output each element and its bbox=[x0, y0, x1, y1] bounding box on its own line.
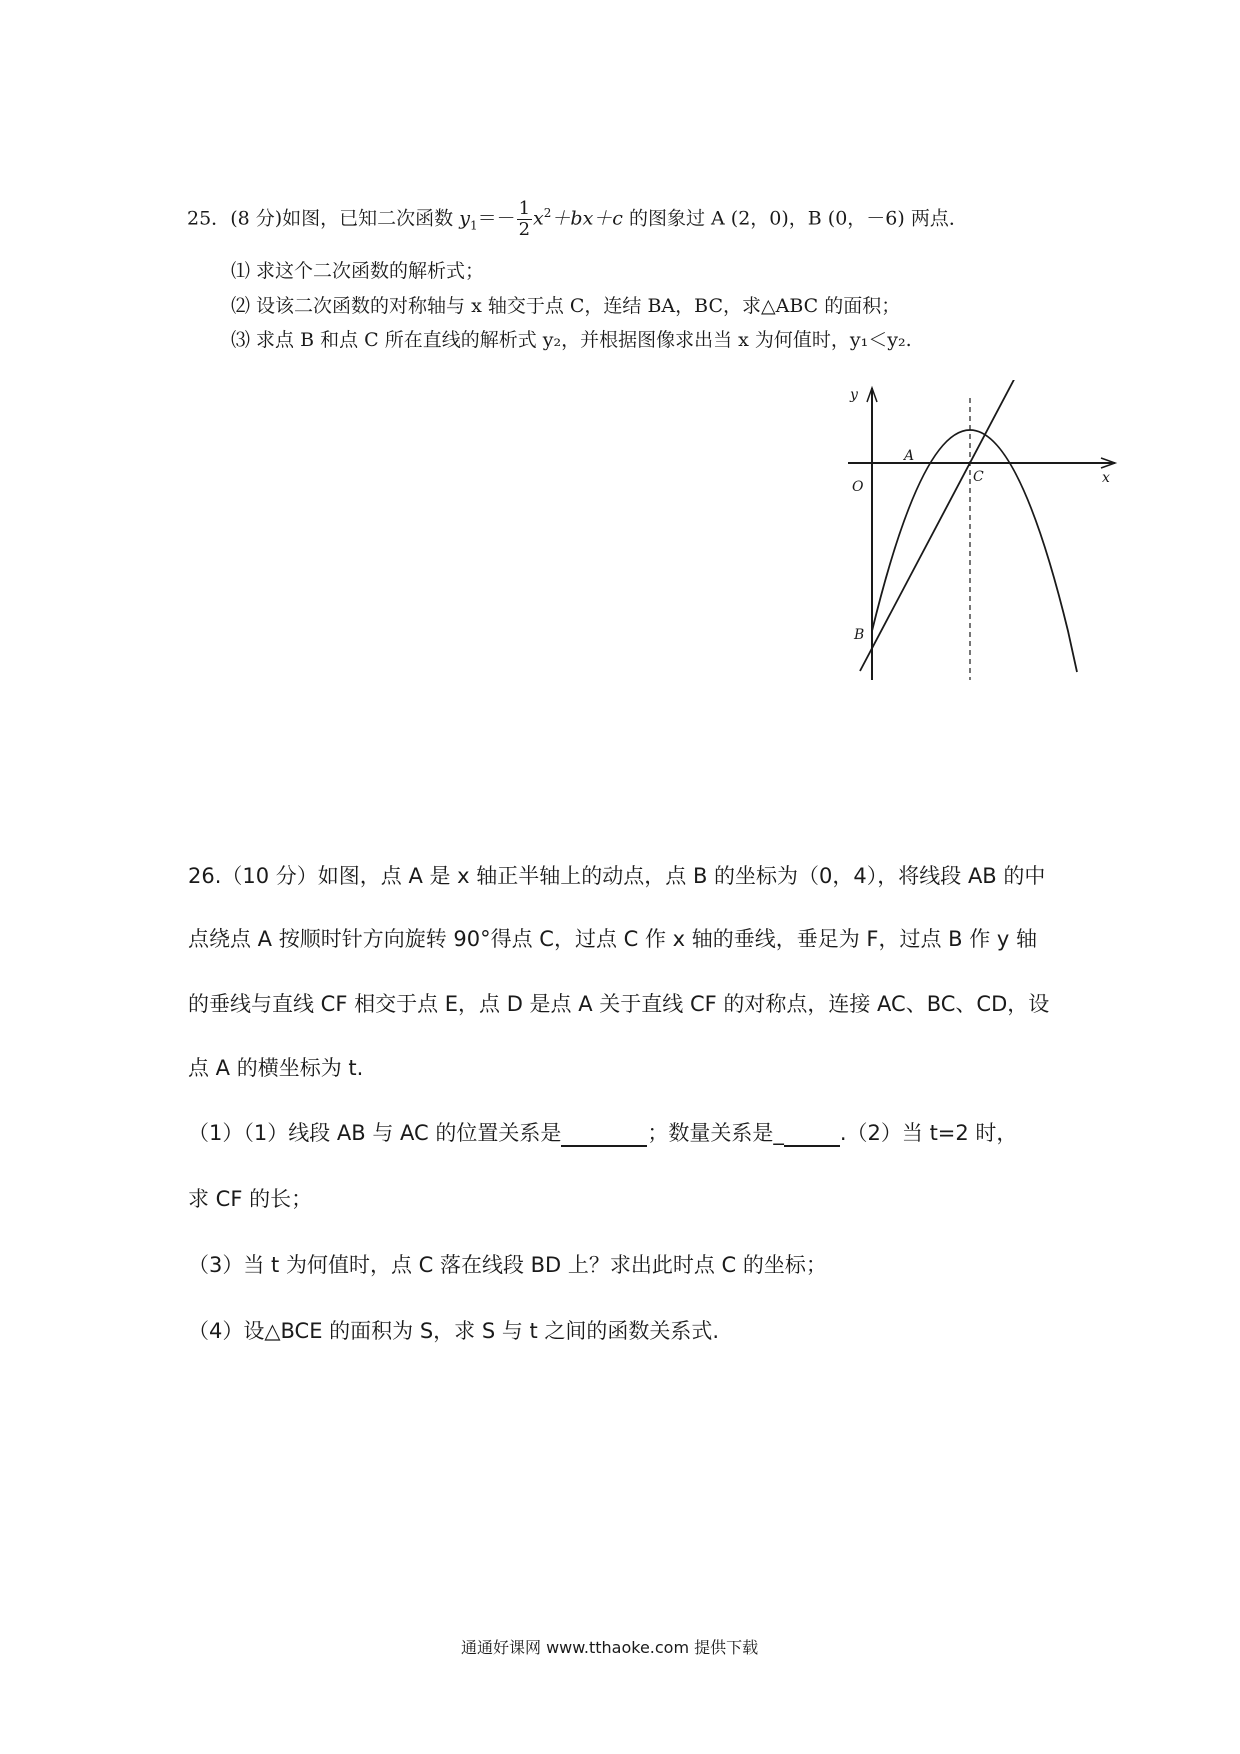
q25-figure bbox=[840, 380, 1120, 680]
q25-sub1: 1 bbox=[469, 218, 478, 233]
q25-x: x bbox=[533, 207, 544, 230]
q25-frac-num: 1 bbox=[518, 198, 531, 219]
line-bc bbox=[860, 380, 1018, 671]
parabola-curve bbox=[872, 430, 1077, 672]
q25-score: (8 分) bbox=[230, 207, 283, 230]
q26-line8: （4）设△BCE 的面积为 S，求 S 与 t 之间的函数关系式. bbox=[188, 1319, 720, 1343]
q26-line5-b: ；数量关系是_ bbox=[647, 1121, 784, 1145]
q25-point-a: A (2，0)， bbox=[711, 207, 808, 230]
q26-line6: 求 CF 的长； bbox=[188, 1187, 313, 1211]
q25-number: 25． bbox=[187, 207, 231, 230]
q25-intro-c: 两点． bbox=[904, 207, 968, 230]
q25-part1: ⑴ 求这个二次函数的解析式； bbox=[231, 260, 485, 282]
label-o: O bbox=[852, 479, 864, 495]
q25-frac-den: 2 bbox=[518, 219, 531, 240]
label-a: A bbox=[904, 448, 915, 464]
label-c: C bbox=[973, 469, 984, 485]
q25-part3: ⑶ 求点 B 和点 C 所在直线的解析式 y₂，并根据图像求出当 x 为何值时，y₁＜y₂. bbox=[231, 329, 912, 351]
q26-line3: 的垂线与直线 CF 相交于点 E，点 D 是点 A 关于直线 CF 的对称点，连接 AC、BC、CD，设 bbox=[188, 992, 1050, 1016]
label-x: x bbox=[1102, 470, 1110, 486]
q26-line2: 点绕点 A 按顺时针方向旋转 90°得点 C，过点 C 作 x 轴的垂线，垂足为 F，过点 B 作 y 轴 bbox=[188, 927, 1038, 951]
q26-line7: （3）当 t 为何值时，点 C 落在线段 BD 上？求出此时点 C 的坐标； bbox=[188, 1253, 827, 1277]
q26-line4: 点 A 的横坐标为 t. bbox=[188, 1056, 364, 1080]
answer-blank-quantity[interactable] bbox=[784, 1122, 840, 1147]
q26-line5-a: （1）（1）线段 AB 与 AC 的位置关系是 bbox=[188, 1121, 562, 1145]
q25-intro-a: 如图，已知二次函数 bbox=[282, 207, 460, 230]
q25-intro-b: 的图象过 bbox=[622, 207, 712, 230]
q25-sup2: 2 bbox=[543, 206, 552, 221]
q25-part2: ⑵ 设该二次函数的对称轴与 x 轴交于点 C，连结 BA，BC，求△ABC 的面积； bbox=[231, 295, 901, 317]
q25-fraction bbox=[517, 200, 532, 239]
q25-point-b: B (0，－6) bbox=[807, 207, 905, 230]
q26-line5-c: .（2）当 t=2 时， bbox=[839, 1121, 1018, 1145]
label-y: y bbox=[850, 387, 858, 403]
q25-y1: y bbox=[459, 207, 470, 230]
q25-rest: ＋bx＋c bbox=[551, 207, 623, 230]
q26-line5 bbox=[188, 1117, 1017, 1147]
q25-stem bbox=[187, 200, 968, 239]
answer-blank-position[interactable] bbox=[561, 1122, 647, 1147]
footer-source: 通通好课网 www.tthaoke.com 提供下载 bbox=[461, 1638, 759, 1657]
q25-eq: ＝－ bbox=[477, 207, 516, 230]
label-b: B bbox=[854, 627, 865, 643]
q26-line1: 26.（10 分）如图，点 A 是 x 轴正半轴上的动点，点 B 的坐标为（0，4），将线段 AB 的中 bbox=[188, 864, 1046, 888]
